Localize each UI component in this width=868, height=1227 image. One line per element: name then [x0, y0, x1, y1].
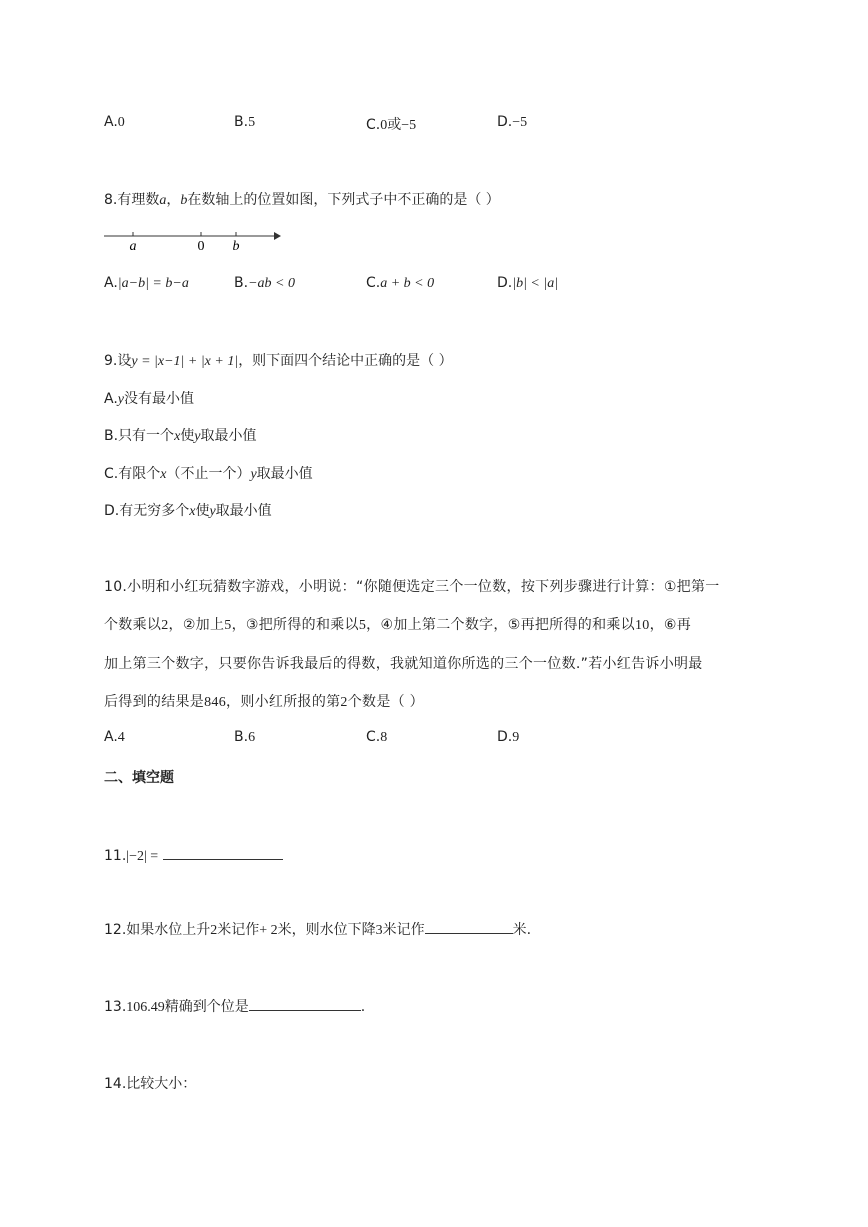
q10-line-4: 后得到的结果是846，则小红所报的第2个数是（ ） [104, 694, 424, 710]
q10-option-a: A.4 [104, 729, 125, 745]
q10-option-b: B.6 [234, 729, 256, 745]
number-line [100, 226, 290, 256]
label-a: a [129, 239, 137, 254]
q9-option-b: B.只有一个x使y取最小值 [104, 428, 257, 444]
q9-option-d: D.有无穷多个x使y取最小值 [104, 503, 272, 519]
q9-option-a: A.y没有最小值 [104, 391, 194, 407]
q13-answer-blank[interactable] [249, 996, 361, 1011]
q10-line-3: 加上第三个数字，只要你告诉我最后的得数，我就知道你所选的三个一位数.”若小红告诉小明最 [104, 656, 703, 672]
label-b: b [232, 239, 240, 254]
q11-question: 11.|−2| = [104, 845, 283, 865]
q7-option-a: A.0 [104, 114, 125, 130]
q10-option-c: C.8 [366, 729, 388, 745]
q8-option-c: C.a + b < 0 [366, 275, 435, 291]
q7-option-c: C.0或−5 [366, 117, 417, 133]
q9-option-c: C.有限个x（不止一个）y取最小值 [104, 466, 313, 482]
q12-answer-blank[interactable] [425, 919, 513, 934]
q10-line-2: 个数乘以2，②加上5，③把所得的和乘以5，④加上第二个数字，⑤再把所得的和乘以10，⑥再 [104, 617, 692, 633]
q10-option-d: D.9 [497, 729, 520, 745]
q7-option-b: B.5 [234, 114, 256, 130]
q8-option-a: A.|a−b| = b−a [104, 275, 189, 291]
number-line-arrow [274, 232, 281, 240]
q8-option-d: D.|b| < |a| [497, 275, 559, 291]
q8-question: 8.有理数a，b在数轴上的位置如图，下列式子中不正确的是（ ） [104, 192, 500, 208]
q14-question: 14.比较大小： [104, 1076, 197, 1092]
q9-question: 9.设y = |x−1| + |x + 1|，则下面四个结论中正确的是（ ） [104, 353, 453, 369]
section-heading: 二、填空题 [104, 770, 174, 786]
q12-question: 12.如果水位上升2米记作+ 2米，则水位下降3米记作 米. [104, 919, 531, 939]
q7-option-d: D.−5 [497, 114, 528, 130]
q8-option-b: B.−ab < 0 [234, 275, 295, 291]
label-0: 0 [197, 239, 205, 254]
q13-question: 13.106.49精确到个位是 . [104, 996, 365, 1016]
q10-line-1: 10.小明和小红玩猜数字游戏，小明说：“你随便选定三个一位数，按下列步骤进行计算：①把第一 [104, 579, 720, 595]
q11-answer-blank[interactable] [163, 845, 283, 860]
